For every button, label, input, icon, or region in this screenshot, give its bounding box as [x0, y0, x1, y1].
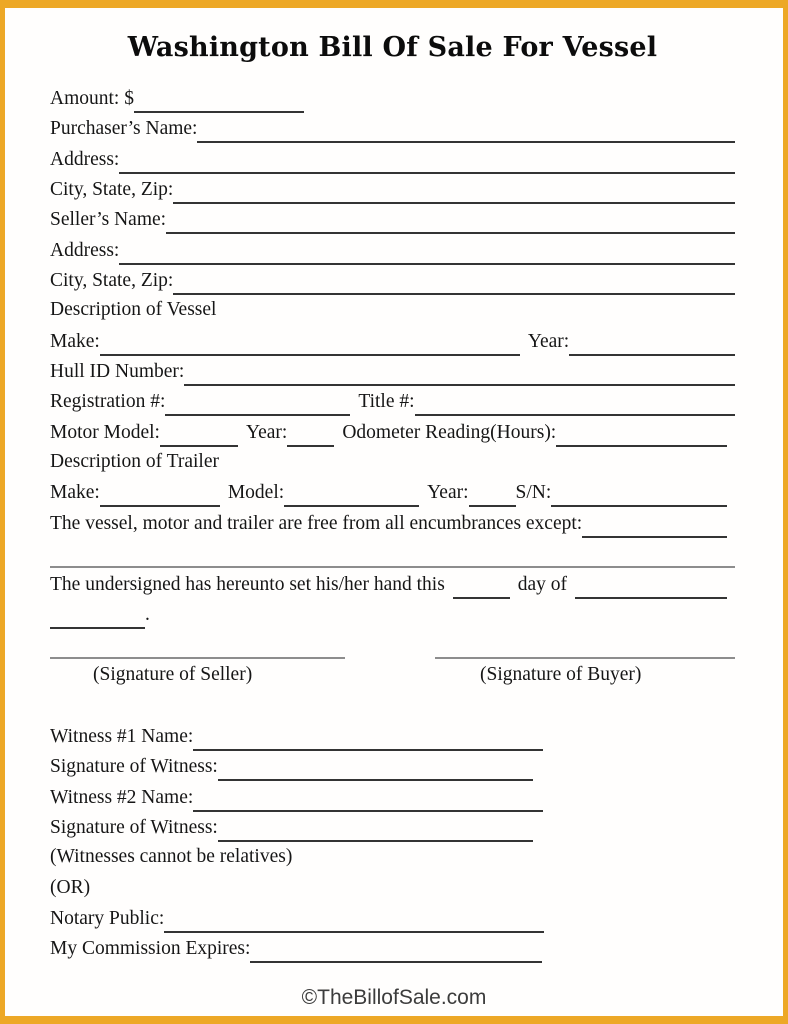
trailer-details-row	[50, 481, 735, 511]
encumbrances-continuation-line	[50, 542, 735, 568]
purchaser-city-state-zip-label: City, State, Zip:	[50, 179, 174, 201]
commission-blank-line	[250, 937, 542, 963]
witness1-signature-label: Signature of Witness:	[50, 756, 218, 778]
witness2-signature-row	[50, 816, 735, 846]
seller-name-row	[50, 208, 735, 238]
witness1-signature-row	[50, 755, 735, 785]
purchaser-address-label: Address:	[50, 148, 120, 170]
signature-captions-row	[50, 664, 735, 694]
undersigned-row	[50, 573, 735, 603]
motor-model-label: Motor Model:	[50, 421, 160, 443]
trailer-year-blank-line	[469, 481, 516, 507]
commission-row	[50, 937, 735, 967]
notary-label: Notary Public:	[50, 907, 165, 929]
undersigned-label: The undersigned has hereunto set his/her hand this	[50, 573, 445, 595]
hull-id-blank-line	[184, 360, 735, 386]
motor-row	[50, 421, 735, 451]
seller-address-blank-line	[119, 239, 735, 265]
trailer-year-label: Year:	[427, 482, 469, 504]
seller-city-state-zip-row	[50, 269, 735, 299]
amount-row	[50, 87, 735, 117]
witness1-name-blank-line	[193, 725, 543, 751]
sentence-period: .	[145, 603, 150, 625]
commission-label: My Commission Expires:	[50, 938, 251, 960]
page-title: Washington Bill Of Sale For Vessel	[127, 32, 658, 63]
trailer-section-heading: Description of Trailer	[50, 451, 219, 473]
or-label: (OR)	[50, 876, 91, 898]
title-number-blank-line	[415, 390, 735, 416]
section-spacer	[50, 694, 735, 725]
purchaser-city-state-zip-row	[50, 178, 735, 208]
trailer-make-blank-line	[100, 481, 220, 507]
witness1-name-row	[50, 725, 735, 755]
hull-id-row	[50, 360, 735, 390]
vessel-section-heading: Description of Vessel	[50, 299, 217, 321]
amount-label: Amount: $	[50, 88, 134, 109]
registration-title-row	[50, 390, 735, 420]
vessel-section-heading-row	[50, 299, 735, 329]
witness2-signature-blank-line	[218, 816, 533, 842]
vessel-year-blank-line	[569, 330, 735, 356]
trailer-make-label: Make:	[50, 482, 100, 504]
witness1-signature-blank-line	[218, 755, 533, 781]
seller-address-row	[50, 239, 735, 269]
purchaser-name-label: Purchaser’s Name:	[50, 118, 198, 140]
odometer-blank-line	[556, 421, 727, 447]
purchaser-name-row	[50, 117, 735, 147]
encumbrances-row	[50, 512, 735, 542]
vessel-make-year-row	[50, 330, 735, 360]
vessel-make-blank-line	[100, 330, 520, 356]
seller-name-label: Seller’s Name:	[50, 209, 167, 231]
seller-city-state-zip-label: City, State, Zip:	[50, 270, 174, 292]
seller-signature-line	[50, 633, 345, 659]
registration-label: Registration #:	[50, 391, 166, 413]
witness2-name-label: Witness #2 Name:	[50, 786, 194, 808]
witness2-name-blank-line	[193, 786, 543, 812]
witness1-name-label: Witness #1 Name:	[50, 725, 194, 747]
month-blank-line	[575, 573, 727, 599]
vessel-make-label: Make:	[50, 330, 100, 352]
day-blank-line	[453, 573, 510, 599]
signature-lines-row	[50, 633, 735, 663]
witness2-signature-label: Signature of Witness:	[50, 816, 218, 838]
purchaser-address-row	[50, 148, 735, 178]
registration-blank-line	[165, 390, 350, 416]
notary-blank-line	[164, 907, 544, 933]
witness2-name-row	[50, 786, 735, 816]
day-of-label: day of	[517, 573, 568, 595]
hull-id-label: Hull ID Number:	[50, 361, 185, 383]
seller-signature-caption: (Signature of Seller)	[93, 663, 253, 685]
encumbrances-blank-line	[582, 512, 727, 538]
buyer-signature-caption: (Signature of Buyer)	[480, 663, 642, 685]
encumbrances-continuation-row	[50, 542, 735, 572]
purchaser-city-state-zip-blank-line	[173, 178, 735, 204]
motor-model-blank-line	[160, 421, 238, 447]
odometer-label: Odometer Reading(Hours):	[342, 421, 557, 443]
or-row	[50, 877, 735, 907]
seller-address-label: Address:	[50, 239, 120, 261]
seller-city-state-zip-blank-line	[173, 269, 735, 295]
purchaser-address-blank-line	[119, 148, 735, 174]
vessel-year-label: Year:	[527, 330, 570, 352]
trailer-sn-label: S/N:	[515, 482, 552, 504]
encumbrances-label: The vessel, motor and trailer are free from all encumbrances except:	[50, 512, 583, 534]
trailer-model-label: Model:	[227, 482, 285, 504]
motor-year-blank-line	[287, 421, 334, 447]
buyer-signature-line	[435, 633, 735, 659]
footer-watermark: ©TheBillofSale.com	[301, 986, 487, 1009]
witness-note: (Witnesses cannot be relatives)	[50, 846, 293, 868]
motor-year-label: Year:	[245, 421, 288, 443]
trailer-sn-blank-line	[551, 481, 727, 507]
trailer-model-blank-line	[284, 481, 419, 507]
trailer-section-heading-row	[50, 451, 735, 481]
year-continuation-row	[50, 603, 735, 633]
notary-row	[50, 907, 735, 937]
title-number-label: Title #:	[358, 391, 415, 413]
year-blank-line	[50, 603, 145, 629]
amount-blank-line	[134, 87, 304, 113]
purchaser-name-blank-line	[197, 117, 735, 143]
seller-name-blank-line	[166, 208, 735, 234]
witness-note-row	[50, 846, 735, 876]
